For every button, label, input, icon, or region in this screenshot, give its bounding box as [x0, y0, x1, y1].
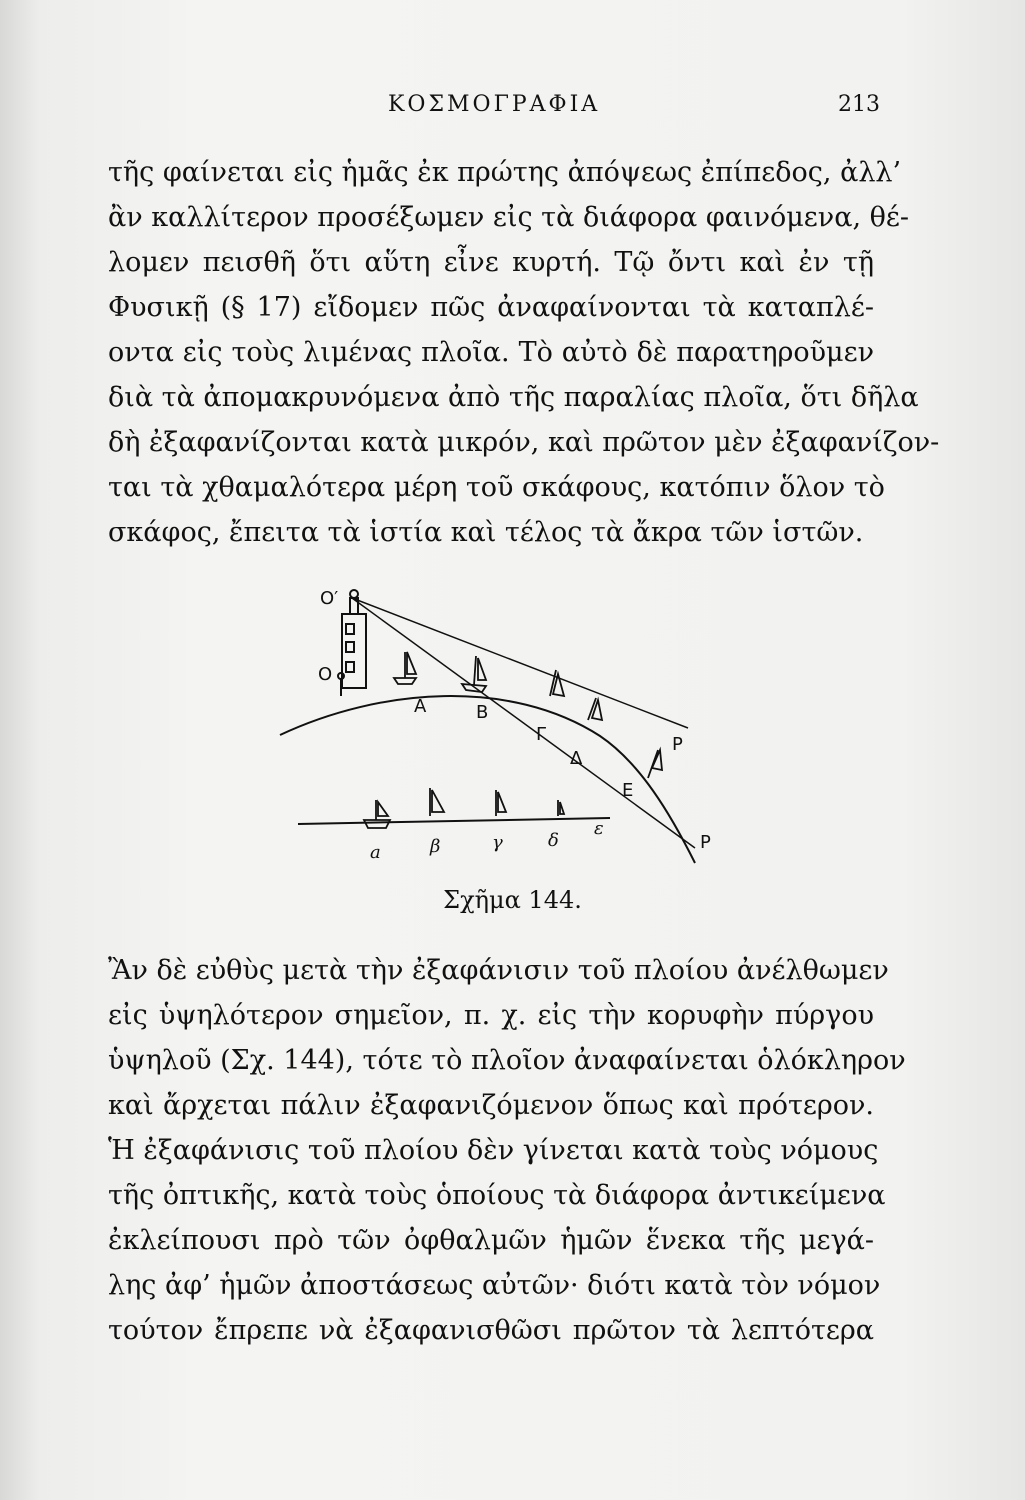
text-line: τούτον ἔπρεπε νὰ ἐξαφανισθῶσι πρῶτον τὰ λεπτότερα: [108, 1315, 874, 1346]
text-line: δὴ ἐξαφανίζονται κατὰ μικρόν, καὶ πρῶτον μὲν ἐξαφανίζον-: [108, 427, 940, 458]
label-G: Γ: [536, 724, 547, 745]
ship-a: [364, 800, 390, 828]
text-line: ἐκλείπουσι πρὸ τῶν ὀφθαλμῶν ἡμῶν ἕνεκα τῆς μεγά-: [108, 1225, 874, 1256]
figure-caption: Σχῆμα 144.: [443, 886, 582, 914]
flat-horizon-line: [298, 818, 610, 824]
label-P-lower: P: [700, 832, 711, 853]
label-D: Δ: [570, 748, 583, 769]
label-g: γ: [492, 832, 503, 853]
label-o: O: [318, 664, 333, 685]
ship-b: [430, 788, 444, 816]
figure-ship-horizon: [270, 578, 730, 868]
ship-D: [588, 698, 602, 720]
ship-d: [558, 800, 564, 816]
paragraph-2: [108, 948, 906, 1353]
text-line: διὰ τὰ ἀπομακρυνόμενα ἀπὸ τῆς παραλίας πλοῖα, ὅτι δῆλα: [108, 382, 919, 413]
label-d: δ: [548, 830, 559, 851]
paragraph-1: [108, 150, 940, 555]
text-line: ται τὰ χθαμαλότερα μέρη τοῦ σκάφους, κατόπιν ὅλον τὸ: [108, 472, 885, 503]
sight-line-upper: [352, 598, 688, 728]
label-P-upper: P: [672, 734, 683, 755]
sight-line-lower: [352, 598, 695, 848]
text-line: λομεν πεισθῆ ὅτι αὕτη εἶνε κυρτή. Τῷ ὄντι καὶ ἐν τῇ: [108, 247, 874, 278]
running-title: ΚΟΣΜΟΓΡΑΦΙΑ: [388, 92, 601, 117]
label-e: ε: [594, 818, 604, 839]
ship-g: [496, 790, 506, 816]
text-line: Ἂν δὲ εὐθὺς μετὰ τὴν ἐξαφάνισιν τοῦ πλοίου ἀνέλθωμεν: [108, 955, 889, 986]
text-line: λης ἀφ’ ἡμῶν ἀποστάσεως αὐτῶν· διότι κατὰ τὸν νόμον: [108, 1270, 881, 1301]
text-line: τῆς φαίνεται εἰς ἡμᾶς ἐκ πρώτης ἀπόψεως ἐπίπεδος, ἀλλ’: [108, 157, 902, 188]
label-E: Ε: [622, 780, 634, 801]
text-line: σκάφος, ἔπειτα τὰ ἱστία καὶ τέλος τὰ ἄκρα τῶν ἱστῶν.: [108, 517, 864, 548]
text-line: καὶ ἄρχεται πάλιν ἐξαφανιζόμενον ὅπως καὶ πρότερον.: [108, 1090, 874, 1121]
label-A: Α: [414, 696, 427, 717]
ship-G: [550, 670, 564, 696]
text-line: οντα εἰς τοὺς λιμένας πλοῖα. Τὸ αὐτὸ δὲ παρατηροῦμεν: [108, 337, 874, 368]
ship-E: [648, 750, 662, 778]
text-line: Ἡ ἐξαφάνισις τοῦ πλοίου δὲν γίνεται κατὰ τοὺς νόμους: [108, 1135, 879, 1166]
text-line: Φυσικῇ (§ 17) εἴδομεν πῶς ἀναφαίνονται τὰ καταπλέ-: [108, 292, 874, 323]
label-B: Β: [476, 702, 489, 723]
text-line: ὑψηλοῦ (Σχ. 144), τότε τὸ πλοῖον ἀναφαίνεται ὁλόκληρον: [108, 1045, 906, 1076]
text-line: τῆς ὀπτικῆς, κατὰ τοὺς ὁποίους τὰ διάφορα ἀντικείμενα: [108, 1180, 886, 1211]
label-o-prime: O′: [320, 588, 339, 609]
running-header: [110, 92, 880, 126]
ship-A: [394, 652, 416, 684]
text-line: ἂν καλλίτερον προσέξωμεν εἰς τὰ διάφορα φαινόμενα, θέ-: [108, 202, 909, 233]
page-number: 213: [838, 92, 880, 117]
text-line: εἰς ὑψηλότερον σημεῖον, π. χ. εἰς τὴν κορυφὴν πύργου: [108, 1000, 874, 1031]
label-b: β: [430, 836, 441, 857]
label-a: a: [370, 842, 381, 863]
